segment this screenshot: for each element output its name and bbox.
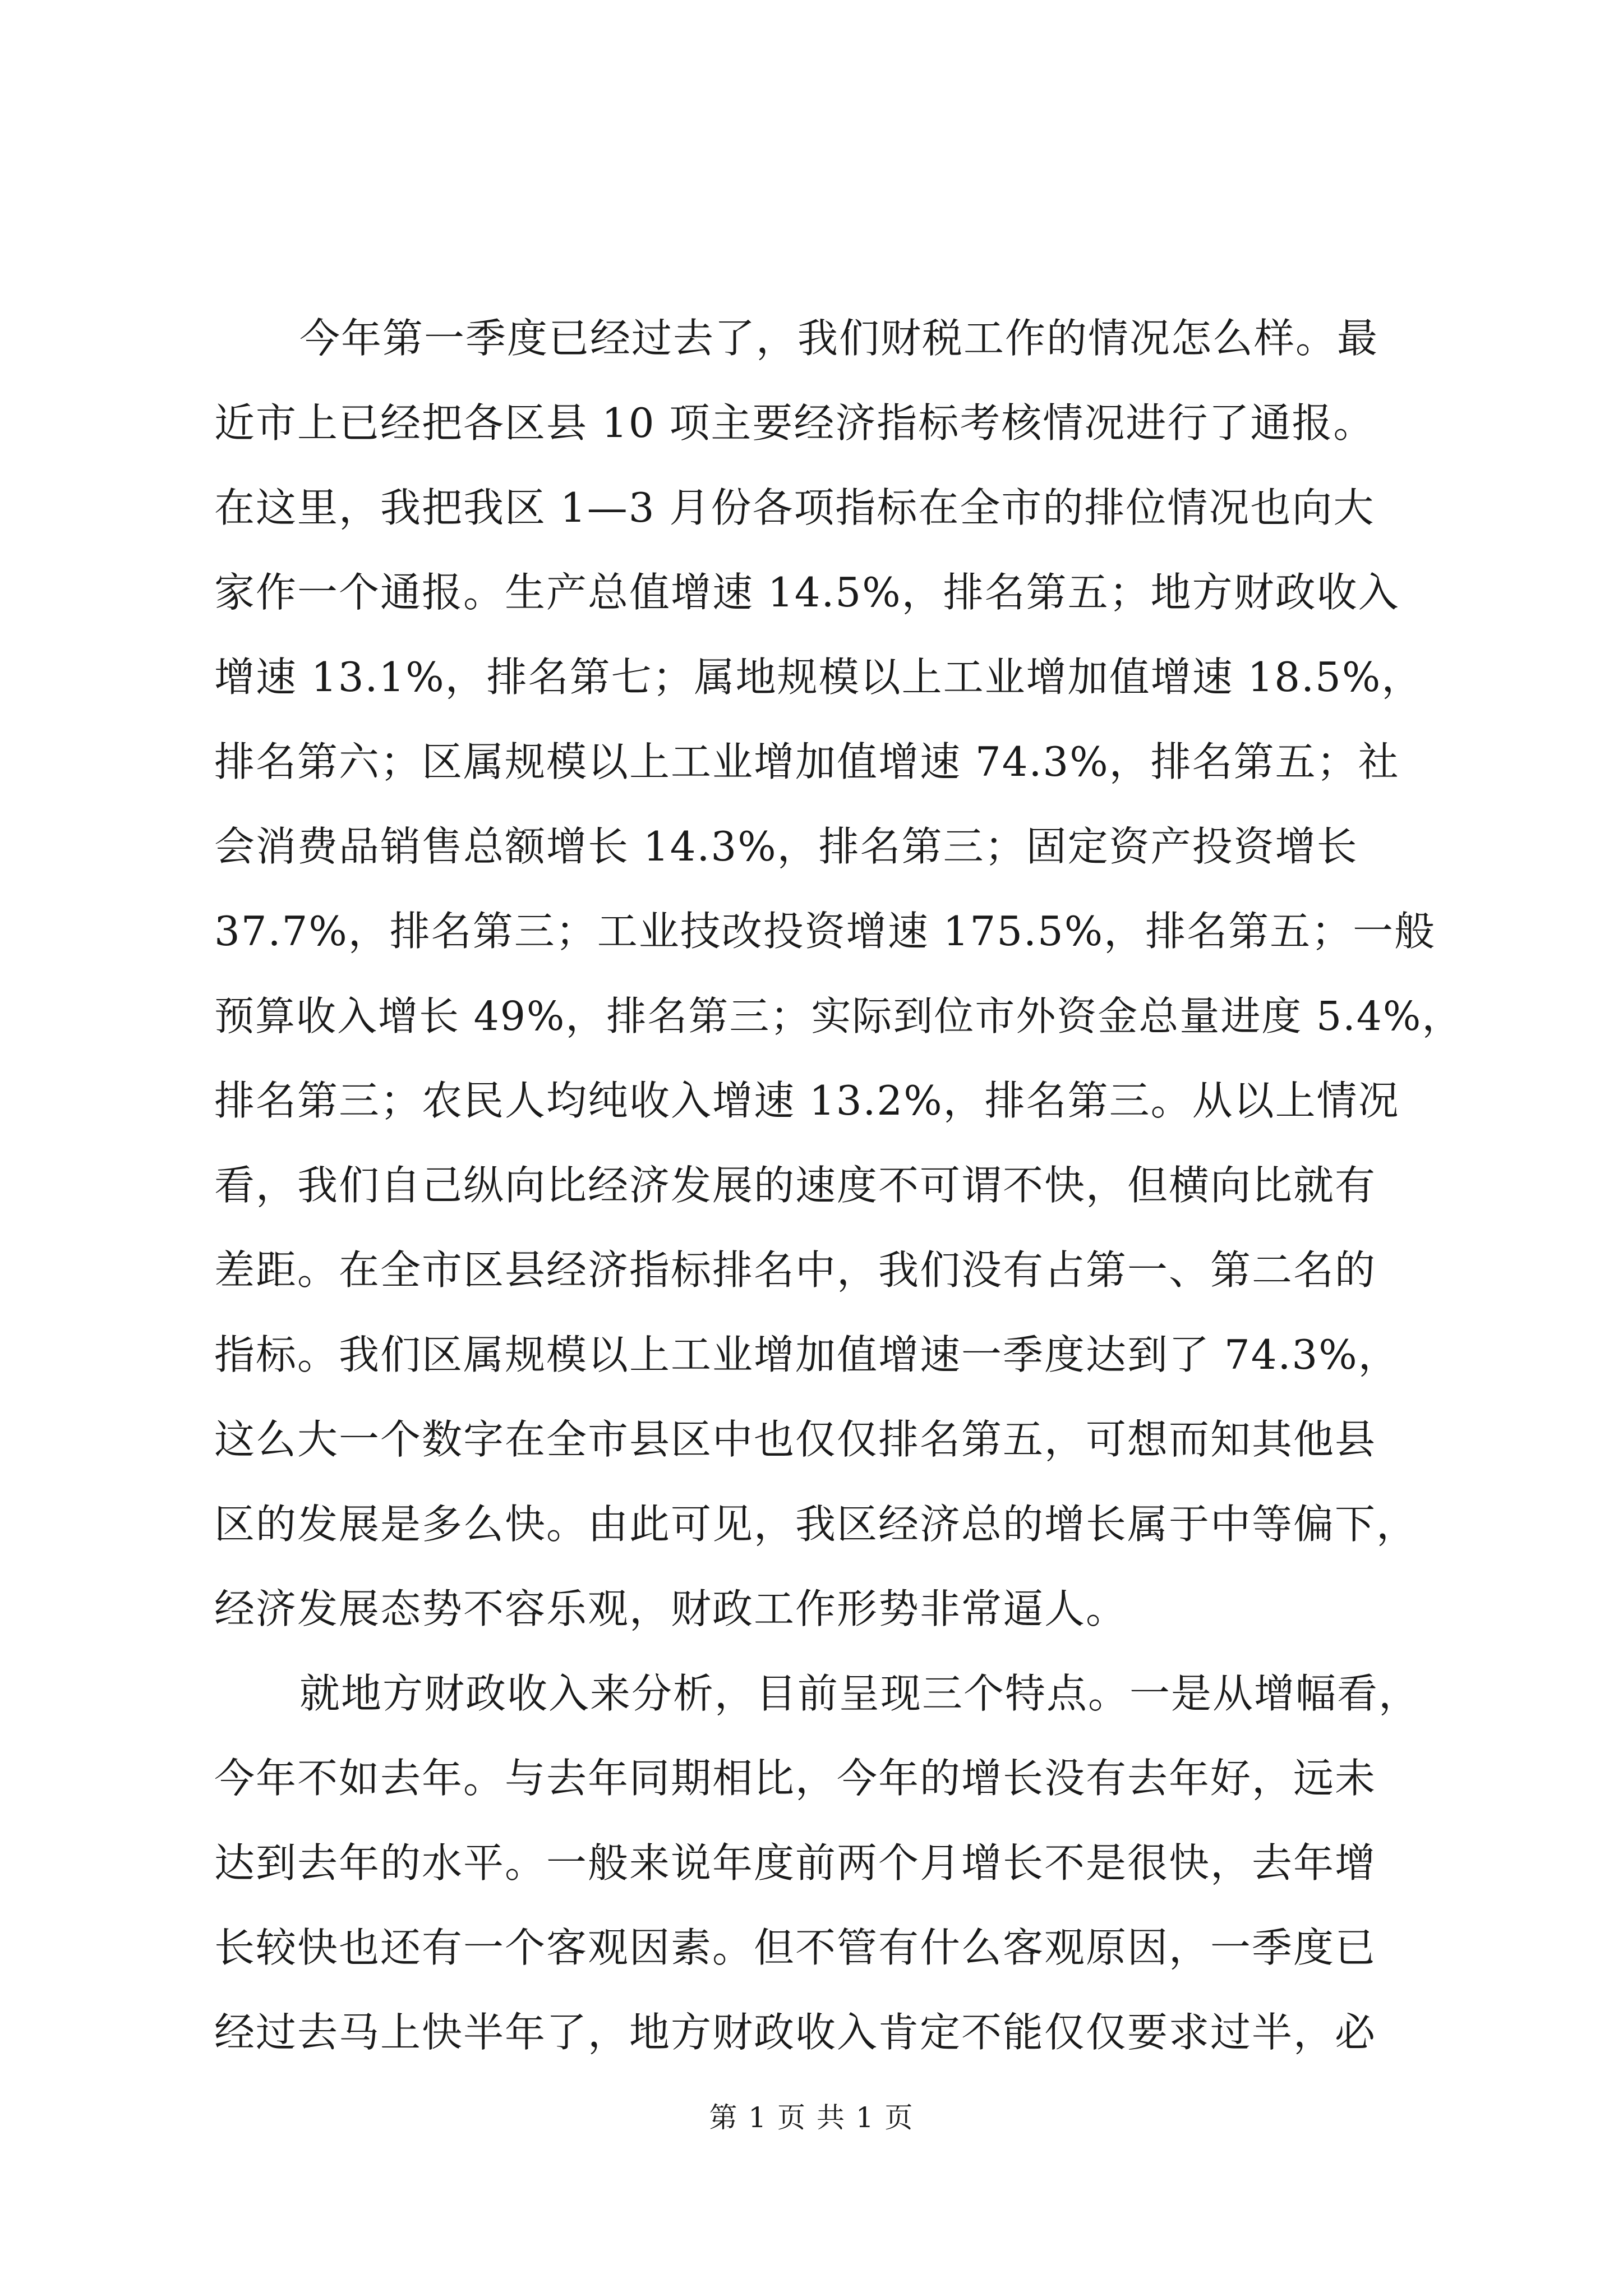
text-line: 家作一个通报。生产总值增速 14.5%，排名第五；地方财政收入	[214, 569, 1400, 616]
paragraph-1	[214, 296, 1470, 1651]
text-line: 经济发展态势不容乐观，财政工作形势非常逼人。	[214, 1585, 1128, 1632]
text-line: 排名第六；区属规模以上工业增加值增速 74.3%，排名第五；社	[214, 738, 1400, 785]
text-line: 差距。在全市区县经济指标排名中，我们没有占第一、第二名的	[214, 1246, 1377, 1294]
text-line: 排名第三；农民人均纯收入增速 13.2%，排名第三。从以上情况	[214, 1077, 1400, 1124]
text-line: 指标。我们区属规模以上工业增加值增速一季度达到了 74.3%，	[214, 1331, 1400, 1378]
document-body	[214, 296, 1470, 2075]
text-line: 这么大一个数字在全市县区中也仅仅排名第五，可想而知其他县	[214, 1416, 1377, 1463]
text-line: 看，我们自己纵向比经济发展的速度不可谓不快，但横向比就有	[214, 1162, 1377, 1209]
text-line: 近市上已经把各区县 10 项主要经济指标考核情况进行了通报。	[214, 399, 1375, 447]
text-line: 37.7%，排名第三；工业技改投资增速 175.5%，排名第五；一般	[214, 908, 1436, 955]
text-line: 就地方财政收入来分析，目前呈现三个特点。一是从增幅看，	[299, 1670, 1421, 1717]
paragraph-2	[214, 1651, 1470, 2075]
text-line: 区的发展是多么快。由此可见，我区经济总的增长属于中等偏下，	[214, 1501, 1418, 1548]
text-line: 长较快也还有一个客观因素。但不管有什么客观原因，一季度已	[214, 1924, 1377, 1971]
text-line: 今年第一季度已经过去了，我们财税工作的情况怎么样。最	[299, 315, 1379, 362]
page-footer: 第 1 页 共 1 页	[709, 2101, 914, 2134]
text-line: 在这里，我把我区 1—3 月份各项指标在全市的排位情况也向大	[214, 484, 1375, 531]
text-line: 达到去年的水平。一般来说年度前两个月增长不是很快，去年增	[214, 1839, 1377, 1887]
text-line: 增速 13.1%，排名第七；属地规模以上工业增加值增速 18.5%，	[214, 654, 1423, 701]
text-line: 经过去马上快半年了，地方财政收入肯定不能仅仅要求过半，必	[214, 2009, 1377, 2056]
text-line: 预算收入增长 49%，排名第三；实际到位市外资金总量进度 5.4%，	[214, 993, 1463, 1039]
text-line: 会消费品销售总额增长 14.3%，排名第三；固定资产投资增长	[214, 823, 1358, 870]
text-line: 今年不如去年。与去年同期相比，今年的增长没有去年好，远未	[214, 1755, 1377, 1802]
